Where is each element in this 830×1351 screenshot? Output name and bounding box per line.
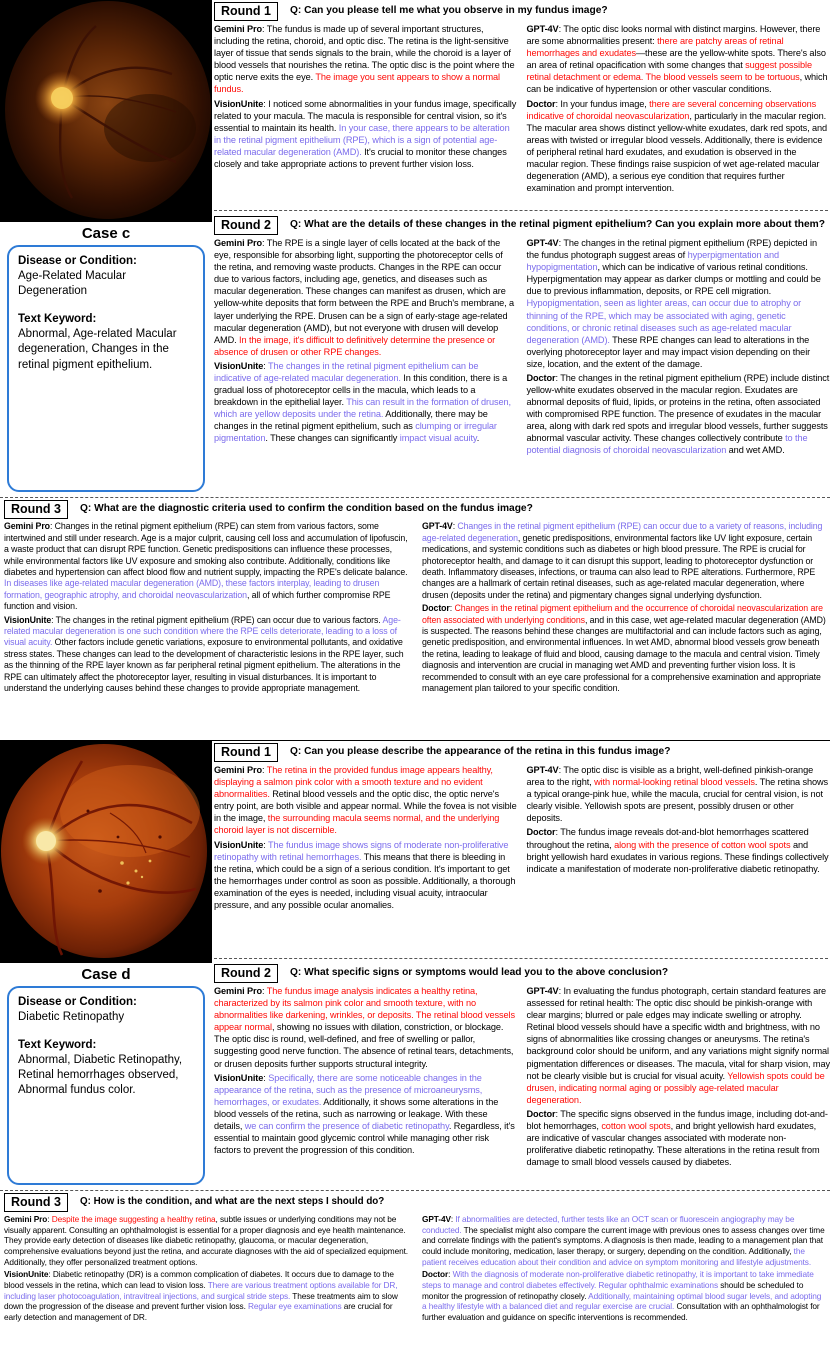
round-title: Round 2 (214, 964, 278, 983)
visionunite-message: VisionUnite: Diabetic retinopathy (DR) is a common complication of diabetes. It occurs due to damage to the blood vessels in the retina, which can lead to vision loss. There are various treatment options available for DR, including laser photocoagulation, intravitreal injections, and surgical stride steps. These treatments aim to slow down the progression of the disease and prevent further vision loss. Regular eye examinations are crucial for early detection and management of DR. (4, 1269, 398, 1322)
round-columns (214, 764, 830, 913)
text-segment: The fundus image analysis indicates a healthy retina, characterized by its salmon pink color and smooth texture, with no abnormalities like darkening, wrinkles, or deposits. The retinal blood vessels appear normal (214, 986, 515, 1033)
text-segment: Changes in the retinal pigment epithelium (RPE) can occur due to a variety of reasons, including age-related degeneration (422, 521, 823, 543)
text-segment: Regular eye examinations (248, 1301, 344, 1312)
text-segment: The optic disc is visible as a bright, well-defined pinkish-orange area to the right, (526, 765, 814, 788)
text-segment: there are patchy areas of retinal hemorrhages and exudates (526, 36, 784, 59)
visionunite-message: VisionUnite: The changes in the retinal pigment epithelium can be indicative of age-related macular degeneration. In this condition, there is a gradual loss of photoreceptor cells in the macula, which leads to a breakdown in the epithelial layer. This can result in the formation of drusen, which are yellow deposits under the retina. Additionally, there may be changes in the retinal pigment epithelium, such as clumping or irregular pigmentation. These changes can significantly impact visual acuity. (214, 360, 511, 443)
text-segment: Changes in the retinal pigment epithelium (RPE) can stem from various factors, some intertwined and still under research. Age is a major culprit, causing cell loss and accumulation of lipofuscin, a waste product that can disrupt RPE function. Genetic predispositions can influence these processes, while environmental factors like UV exposure and smoking also contribute. Additionally, conditions like diabetes and hypertension can affect blood flow and nutrient supply, impacting the RPE's delicate balance. (4, 521, 408, 577)
gpt-4v-message: GPT-4V: The optic disc looks normal with distinct margins. However, there are some abnormalities present: there are patchy areas of retinal hemorrhages and exudates—these are the yellow-white spots. There's also an area of retinal opacification with some changes that suggest possible retinal detachment or edema. The blood vessels seem to be tortuous, which can be indicative of hypertension or other vascular conditions. (526, 24, 828, 95)
round-question: Q: Can you please describe the appearance of the retina in this fundus image? (290, 746, 671, 757)
speaker-name: VisionUnite (4, 1269, 49, 1280)
column-right (422, 1214, 826, 1324)
speaker-name: GPT-4V (422, 1214, 451, 1225)
round-question: Q: What specific signs or symptoms would lead you to the above conclusion? (290, 967, 669, 978)
text-segment: There are various treatment options available for DR, including laser photocoagulation, intravitreal injections, and surgical stride steps. (4, 1279, 398, 1301)
gpt-4v-message: GPT-4V: The optic disc is visible as a bright, well-defined pinkish-orange area to the right, with normal-looking retinal blood vessels. The retina shows a typical orange-pink hue, while the macula, crucial for central vision, is not clearly visible. Yellowish spots are present, possibly drusen or other deposits. (526, 765, 829, 824)
disease-value: Diabetic Retinopathy (18, 1010, 125, 1023)
doctor-message: Doctor: Changes in the retinal pigment epithelium and the occurrence of choroidal neovascularization are often associated with underlying conditions, and in this case, wet age-related macular degeneration (AMD) is suspected. The reasons behind these changes are multifactorial and can include factors such as aging, genetic predisposition, and environmental influences. In wet AMD, abnormal blood vessels grow beneath the retina, leading to leakage of fluid and blood, causing damage to the macula and central vision. Timely diagnosis and intervention are crucial in managing wet AMD and preventing further vision loss. It is recommended to consult with an eye care professional for a comprehensive examination and appropriate management plan tailored to your specific condition. (422, 603, 826, 694)
case-left-column (0, 741, 212, 1190)
doctor-message: Doctor: In your fundus image, there are several concerning observations indicative of choroidal neovascularization, particularly in the macular region. The macular area shows distinct yellow-white exudates, dark red spots, and areas with twisted or irregular blood vessels. Additionally, there is evidence of peripheral retinal hard exudates, and exudation is observed in the macular region. These findings raise suspicion of wet age-related macular degeneration (AMD), a serious eye condition that requires further examination and prompt intervention. (526, 98, 828, 193)
round-question: Q: What are the details of these changes in the retinal pigment epithelium? Can you explain more about them? (290, 219, 825, 230)
text-segment: The fundus image reveals dot-and-blot hemorrhages scattered throughout the retina, (526, 827, 809, 850)
round-question: Q: What are the diagnostic criteria used to confirm the condition based on the fundus image? (80, 503, 533, 514)
text-segment: In your fundus image, (560, 98, 650, 109)
text-segment: to the potential diagnosis of choroidal neovascularization (526, 433, 808, 456)
fundus-image (0, 741, 212, 963)
disease-value: Age-Related Macular Degeneration (18, 269, 127, 298)
column-right (422, 521, 826, 696)
gemini-pro-message: Gemini Pro: The fundus is made up of several important structures, including the retina, choroid, and optic disc. The retina is the light-sensitive layer of tissue that sends signals to the brain, while the choroid is a layer of blood vessels that nourishes the retina. The optic disc is the point where the optic nerve exits the eye. The image you sent appears to show a normal fundus. (214, 24, 515, 95)
text-segment: Specifically, there are some noticeable changes in the appearance of the retina, such as the presence of microaneurysms, hemorrhages, or exudates. (214, 1072, 483, 1107)
text-segment: Changes in the retinal pigment epithelium and the occurrence of choroidal neovascularization are often associated with underlying conditions (422, 603, 823, 625)
text-segment: , showing no issues with dilation, constriction, or blockage. The optic disc is round, well-defined, and free of swelling or pallor, suggesting good nerve function. The absence of retinal tears, detachments, or drusen deposits further supports structural integrity. (214, 1022, 514, 1069)
gemini-pro-message: Gemini Pro: The retina in the provided fundus image appears healthy, displaying a salmon pink color with a smooth texture and no evident abnormalities. Retinal blood vessels and the optic disc, the optic nerve's entry point, are both visible and appear normal. While the fovea is not visible in the image, the surrounding macula seems normal, and the underlying choroid layer is not discernible. (214, 765, 517, 836)
text-segment: In evaluating the fundus photograph, certain standard features are assessed for retinal health: The optic disc should be pinkish-orange with clear margins; blurred or pale edges may indicate swelling or atrophy. Retinal blood vessels should have a specific width and brightness, with no signs of abnormalities like crossing changes or aneurysms. The retina's background color should be uniform, and any variations might signify normal pigmentation differences or diseases. The macula, vital for sharp vision, may not be clearly visible but is crucial for visual acuity. (526, 986, 830, 1081)
text-segment: The fundus is made up of several important structures, including the retina, choroid, and optic disc. The retina is the light-sensitive layer of tissue that sends signals to the brain, while the choroid is a layer of blood vessels that nourishes the retina. The optic disc is the point where the optic nerve exits the eye. (214, 24, 515, 83)
text-segment: Diabetic retinopathy (DR) is a common complication of diabetes. It occurs due to damage to the blood vessels in the retina, which can lead to vision loss. (4, 1269, 394, 1290)
text-segment: The RPE is a single layer of cells located at the back of the eye, responsible for absorbing light, supporting the photoreceptor cells of the retina, and removing waste products. Changes in the RPE can occur due to various factors, including age, genetics, and diseases such as macular degeneration. These changes can manifest as drusen, which are yellow-white deposits that form between the RPE and Bruch's membrane, a layer underlying the RPE. Drusen can be a sign of early-stage age-related macular degeneration (AMD), but not everyone with drusen will develop AMD. (214, 238, 515, 345)
text-segment: It's crucial to monitor these changes closely and take appropriate actions to prevent further vision loss. (214, 146, 507, 169)
text-segment: Age-related macular degeneration is one such condition where the RPE cells deteriorate, leading to a loss of visual acuity. (4, 614, 401, 648)
round-columns (214, 985, 830, 1170)
text-segment: The retina in the provided fundus image appears healthy, displaying a salmon pink color with a smooth texture and no evident abnormalities. (214, 765, 493, 800)
column-left (214, 237, 518, 458)
case-label: Case d (81, 966, 131, 983)
speaker-name: Gemini Pro (4, 521, 50, 532)
gemini-pro-message: Gemini Pro: The RPE is a single layer of cells located at the back of the eye, responsible for absorbing light, supporting the photoreceptor cells of the retina, and removing waste products. Changes in the RPE can occur due to various factors, including age, genetics, and diseases such as macular degeneration. These changes can manifest as drusen, which are yellow-white deposits that form between the RPE and Bruch's membrane, a layer underlying the RPE. Drusen can be a sign of early-stage age-related macular degeneration (AMD), but not everyone with drusen will develop AMD. In the image, it's difficult to definitively determine the presence or absence of drusen or other RPE changes. (214, 238, 515, 357)
speaker-name: Doctor (526, 372, 556, 383)
text-segment: The changes in the retinal pigment epithelium (RPE) can occur due to various factors. (55, 614, 383, 625)
text-segment: The image you sent appears to show a normal fundus. (214, 72, 500, 95)
dashed-separator (214, 958, 828, 959)
text-segment: . The retina shows a typical orange-pink hue, while the macula, crucial for central vision, is not clearly visible. Yellowish spots are present, possibly drusen or other deposits. (526, 777, 829, 824)
round-header (214, 2, 830, 21)
round-header (214, 743, 830, 762)
round-question: Q: Can you please tell me what you observe in my fundus image? (290, 5, 608, 16)
text-segment: the patient receives education about their condition and advice on symptom monitoring and lifestyle adjustments. (422, 1246, 812, 1267)
text-segment: , all of which further compromise RPE function and vision. (4, 589, 391, 612)
text-segment: In the image, it's difficult to definitively determine the presence or absence of drusen or other RPE changes. (214, 334, 496, 357)
text-segment: The specialist might also compare the current image with previous ones to assess changes over time and correlate findings with the patient's symptoms. A diagnosis is then made, leading to a management plan that could include monitoring, medication, laser therapy, or surgery, depending on the condition. Additionally, (422, 1224, 825, 1257)
round-header (214, 964, 830, 983)
speaker-name: VisionUnite (214, 839, 264, 850)
case-d-section (0, 741, 830, 1341)
gpt-4v-message: GPT-4V: If abnormalities are detected, further tests like an OCT scan or fluorescein angiography may be conducted. The specialist might also compare the current image with previous ones to assess changes over time and correlate findings with the patient's symptoms. A diagnosis is then made, leading to a management plan that could include monitoring, medication, laser therapy, or surgery, depending on the condition. Additionally, the patient receives education about their condition and advice on symptom monitoring and lifestyle adjustments. (422, 1214, 825, 1267)
text-segment: In diseases like age-related macular degeneration (AMD), these factors interplay, leading to drusen formation, geographic atrophy, and choroidal neovascularization (4, 578, 380, 600)
speaker-name: Gemini Pro (214, 986, 263, 997)
text-segment: I noticed some abnormalities in your fundus image, specifically related to your macula. The macula is responsible for central vision, so it's essential to maintain its health. (214, 98, 517, 133)
speaker-name: GPT-4V (526, 765, 559, 776)
text-segment: . (476, 433, 480, 443)
text-segment: with normal-looking retinal blood vessels (594, 777, 755, 788)
text-segment: hyperpigmentation and hypopigmentation (526, 250, 779, 273)
text-segment: impact visual acuity (399, 433, 477, 443)
disease-heading: Disease or Condition: (18, 996, 137, 1008)
speaker-name: Doctor (526, 1108, 556, 1119)
column-left (214, 764, 518, 913)
speaker-name: GPT-4V (526, 24, 559, 35)
speaker-name: VisionUnite (214, 360, 264, 371)
text-segment: we can confirm the presence of diabetic retinopathy (244, 1120, 449, 1131)
case-top-area (0, 0, 830, 497)
keyword-value: Abnormal, Diabetic Retinopathy, Retinal hemorrhages observed, Abnormal fundus color. (18, 1054, 183, 1097)
keyword-heading: Text Keyword: (18, 1039, 97, 1052)
gpt-4v-message: GPT-4V: Changes in the retinal pigment epithelium (RPE) can occur due to a variety of reasons, including age-related degeneration, genetic predispositions, environmental factors like UV light exposure, certain medications, and systemic conditions such as diabetes or high blood pressure. The RPE is crucial for photoreceptor health, and damage to it can disrupt this support, leading to photoreceptor dysfunction or death. Inflammatory diseases, infections, or trauma can also lead to RPE alterations. Furthermore, RPE changes are a hallmark of certain retinal diseases, such as age-related macular degeneration, where drusen (deposits under the retina) and pigmentary changes signal underlying dysfunction. (422, 521, 823, 600)
speaker-name: Gemini Pro (4, 1214, 48, 1225)
round-columns (214, 23, 830, 196)
round-2-block (214, 214, 830, 497)
keyword-heading: Text Keyword: (18, 313, 97, 326)
text-segment: If abnormalities are detected, further tests like an OCT scan or fluorescein angiography may be conducted. (422, 1214, 795, 1235)
text-segment: The changes in the retinal pigment epithelium can be indicative of age-related macular degeneration. (214, 360, 479, 383)
round-title: Round 1 (214, 2, 278, 21)
text-segment: Retinal blood vessels and the optic disc, the optic nerve's entry point, are both visible and appear normal. While the fovea is not visible in the image, (214, 789, 517, 824)
round-columns (4, 1214, 826, 1324)
round-2-block (214, 962, 830, 1190)
round-title: Round 3 (4, 1193, 68, 1212)
text-segment: In this condition, there is a gradual loss of photoreceptor cells in the macula, which leads to a breakdown in the epithelial layer. (214, 372, 508, 407)
fundus-photo-amd (0, 0, 212, 222)
text-segment: Additionally, maintaining optimal blood sugar levels, and adopting a healthy lifestyle with a balanced diet and regular exercise are crucial. (422, 1290, 822, 1312)
round-title: Round 1 (214, 743, 278, 762)
text-segment: , subtle issues or underlying conditions may not be visually apparent. Consulting an ophthalmologist is essential for a proper diagnosis and eye health maintenance. They provide early detection of diseases like diabetic retinopathy, glaucoma, or macular degeneration, comprehensive evaluations beyond just the retina, and accurate diagnoses with the aid of specialized equipment. Additionally, they offer personalized treatment options. (4, 1214, 409, 1267)
speaker-name: Doctor (422, 1269, 449, 1280)
round-columns (214, 237, 830, 458)
rounds-column (212, 741, 830, 1190)
round-question: Q: How is the condition, and what are the next steps I should do? (80, 1196, 385, 1207)
round-header (4, 500, 826, 519)
speaker-name: Gemini Pro (214, 765, 263, 776)
doctor-message: Doctor: With the diagnosis of moderate non-proliferative diabetic retinopathy, it is important to take immediate steps to manage and control diabetes effectively. Regular ophthalmic examinations should be scheduled to monitor the progression of retinopathy closely. Additionally, maintaining optimal blood sugar levels, and adopting a healthy lifestyle with a balanced diet and regular exercise are crucial. Consultation with an ophthalmologist for further evaluation and guidance on specific interventions is recommended. (422, 1269, 822, 1322)
text-segment: This means that there is bleeding in the retina, which could be a sign of a serious condition. It's important to get the hemorrhages under control as soon as possible. Additionally, a thorough examination of the eyes is needed, including visual acuity, intraocular pressure, and any possible ocular anomalies. (214, 851, 516, 910)
text-segment: , which can be indicative of various retinal conditions. Hyperpigmentation may appear as darker clumps or mottling and could be due to previous inflammation, deposits, or RPE cell migration. (526, 262, 821, 297)
dashed-separator (214, 210, 828, 211)
text-segment: , genetic predispositions, environmental factors like UV light exposure, certain medications, and systemic conditions such as diabetes or high blood pressure. The RPE is crucial for photoreceptor health, and damage to it can disrupt this support, leading to photoreceptor dysfunction or death. Inflammatory diseases, infections, or trauma can also lead to RPE alterations. Furthermore, RPE changes are a hallmark of certain retinal diseases, such as age-related macular degeneration, where drusen (deposits under the retina) and pigmentary changes signal underlying dysfunction. (422, 532, 816, 600)
text-segment: —these are the yellow-white spots. There's also an area of retinal opacification with some changes that (526, 48, 826, 71)
column-right (527, 764, 830, 913)
round-title: Round 3 (4, 500, 68, 519)
visionunite-message: VisionUnite: I noticed some abnormalities in your fundus image, specifically related to your macula. The macula is responsible for central vision, so it's essential to maintain its health. In your case, there appears to be alteration in the retinal pigment epithelium (RPE), which is a sign of potential age-related macular degeneration (AMD). It's crucial to monitor these changes closely and take appropriate actions to prevent further vision loss. (214, 98, 517, 169)
gpt-4v-message: GPT-4V: The changes in the retinal pigment epithelium (RPE) depicted in the fundus photograph suggest areas of hyperpigmentation and hypopigmentation, which can be indicative of various retinal conditions. Hyperpigmentation may appear as darker clumps or mottling and could be due to previous inflammation, deposits, or RPE cell migration. Hypopigmentation, seen as lighter areas, can occur due to atrophy or thinning of the RPE, which may be associated with aging, genetic conditions, or chronic retinal diseases such as age-related macular degeneration (AMD). These RPE changes can lead to alterations in the overlying photoreceptor layer and may impact vision depending on their size, location, and the extent of the damage. (526, 238, 821, 369)
text-segment: Yellowish spots could be drusen, indicating normal aging or possibly age-related macular degeneration. (526, 1070, 825, 1105)
speaker-name: Doctor (526, 98, 556, 109)
text-segment: The fundus image shows signs of moderate non-proliferative retinopathy with retinal hemorrhages. (214, 839, 509, 862)
doctor-message: Doctor: The changes in the retinal pigment epithelium (RPE) include distinct yellow-white exudates observed in the macular region. Exudates are abnormal deposits of fluid, lipids, or proteins in the retina, often associated with compromised RPE function. The presence of exudates in the macular area, along with dark red spots and irregular blood vessels, further suggests abnormal vascular activity. These changes collectively contribute to the potential diagnosis of choroidal neovascularization and wet AMD. (526, 372, 830, 456)
text-segment: along with the presence of cotton wool spots (614, 839, 791, 850)
column-right (527, 237, 830, 458)
column-left (4, 1214, 408, 1324)
case-label: Case c (81, 225, 131, 242)
doctor-message: Doctor: The fundus image reveals dot-and-blot hemorrhages scattered throughout the retina, along with the presence of cotton wool spots and bright yellowish hard exudates in various regions. These findings collectively indicate a manifestation of moderate non-proliferative diabetic retinopathy. (526, 827, 829, 874)
gemini-pro-message: Gemini Pro: The fundus image analysis indicates a healthy retina, characterized by its salmon pink color and smooth texture, with no abnormalities like darkening, wrinkles, or deposits. The retinal blood vessels appear normal, showing no issues with dilation, constriction, or blockage. The optic disc is round, well-defined, and free of swelling or pallor, suggesting good nerve function. The absence of retinal tears, detachments, or drusen deposits further supports structural integrity. (214, 986, 515, 1069)
doctor-message: Doctor: The specific signs observed in the fundus image, including dot-and-blot hemorrhages, cotton wool spots, and bright yellowish hard exudates, are indicative of vascular changes associated with moderate non-proliferative diabetic retinopathy. These alterations in the retina result from damage to small blood vessels caused by diabetes. (526, 1108, 828, 1167)
case-left-column (0, 0, 212, 497)
column-left (4, 521, 408, 696)
speaker-name: VisionUnite (4, 614, 52, 625)
rounds-column (212, 0, 830, 497)
text-segment: The changes in the retinal pigment epithelium (RPE) include distinct yellow-white exudates observed in the macular region. Exudates are abnormal deposits of fluid, lipids, or proteins in the retina, often associated with compromised RPE function. The presence of exudates in the macular area, along with dark red spots and irregular blood vessels, further suggests abnormal vascular activity. These changes collectively contribute (526, 372, 830, 443)
text-segment: , particularly in the macular region. The macular area shows distinct yellow-white exudates, dark red spots, and areas with twisted or irregular blood vessels. Additionally, there is evidence of peripheral retinal hard exudates, and exudation is observed in the macular region. These findings raise suspicion of wet age-related macular degeneration (AMD), a serious eye condition that requires further examination and prompt intervention. (526, 110, 828, 193)
round-3-block (0, 498, 830, 740)
text-segment: cotton wool spots (601, 1120, 671, 1131)
gpt-4v-message: GPT-4V: In evaluating the fundus photograph, certain standard features are assessed for retinal health: The optic disc should be pinkish-orange with clear margins; blurred or pale edges may indicate swelling or atrophy. Retinal blood vessels should have a specific width and brightness, with no signs of abnormalities like crossing changes or aneurysms. The retina's background color should be uniform, and any variations might signify normal pigmentation differences or diseases. The macula, vital for sharp vision, may not be clearly visible but is crucial for visual acuity. Yellowish spots could be drusen, indicating normal aging or possibly age-related macular degeneration. (526, 986, 830, 1105)
text-segment: Despite the image suggesting a healthy retina (51, 1214, 216, 1225)
speaker-name: Doctor (526, 827, 556, 838)
text-segment: This can result in the formation of drusen, which are yellow deposits under the retina. (214, 396, 511, 419)
gemini-pro-message: Gemini Pro: Despite the image suggesting a healthy retina, subtle issues or underlying conditions may not be visually apparent. Consulting an ophthalmologist is essential for a proper diagnosis and eye health maintenance. They provide early detection of diseases like diabetic retinopathy, glaucoma, or macular degeneration, comprehensive evaluations beyond just the retina, and accurate diagnoses with the aid of specialized equipment. Additionally, they offer personalized treatment options. (4, 1214, 409, 1267)
fundus-image (0, 0, 212, 222)
text-segment: Hypopigmentation, seen as lighter areas, can occur due to atrophy or thinning of the RPE, which may be associated with aging, genetic conditions, or chronic retinal diseases such as age-related macular degeneration (AMD). (526, 298, 802, 345)
text-segment: These treatments aim to slow down the progression of the disease and prevent further vision loss. (4, 1290, 398, 1312)
column-left (214, 985, 518, 1170)
text-segment: The specific signs observed in the fundus image, including dot-and-blot hemorrhages, (526, 1108, 828, 1131)
round-1-block (214, 0, 830, 207)
fundus-photo-dr (0, 741, 212, 963)
text-segment: Additionally, there may be changes in the retinal pigment epithelium, such as (214, 408, 488, 431)
case-info-box (7, 245, 205, 492)
text-segment: , and in this case, wet age-related macular degeneration (AMD) is suspected. The reasons behind these changes are multifactorial and can include factors such as aging, genetic predisposition, and environmental influences. In wet AMD, abnormal blood vessels grow beneath the retina, leading to leakage of fluid and blood, causing damage to the macula and central vision. Timely diagnosis and intervention are crucial in managing wet AMD and preventing further vision loss. It is recommended to consult with an eye care professional for a comprehensive examination and appropriate management plan tailored to your specific condition. (422, 614, 826, 694)
visionunite-message: VisionUnite: The fundus image shows signs of moderate non-proliferative retinopathy with retinal hemorrhages. This means that there is bleeding in the retina, which could be a sign of a serious condition. It's important to get the hemorrhages under control as soon as possible. Additionally, a thorough examination of the eyes is needed, including visual acuity, intraocular pressure, and any possible ocular anomalies. (214, 839, 516, 910)
round-3-block (0, 1191, 830, 1341)
text-segment: . Regardless, it's essential to maintain good glycemic control while managing other risk factors to prevent the progression of this condition. (214, 1120, 515, 1155)
text-segment: clumping or irregular pigmentation (214, 420, 497, 443)
column-left (214, 23, 518, 196)
speaker-name: GPT-4V (422, 521, 453, 532)
gemini-pro-message: Gemini Pro: Changes in the retinal pigment epithelium (RPE) can stem from various factors, some intertwined and still under research. Age is a major culprit, causing cell loss and accumulation of lipofuscin, a waste product that can disrupt RPE function. Genetic predispositions can influence these processes, while environmental factors like UV exposure and smoking also contribute. Additionally, conditions like diabetes and hypertension can affect blood flow and nutrient supply, impacting the RPE's delicate balance. In diseases like age-related macular degeneration (AMD), these factors interplay, leading to drusen formation, geographic atrophy, and choroidal neovascularization, all of which further compromise RPE function and vision. (4, 521, 408, 612)
round-title: Round 2 (214, 216, 278, 235)
speaker-name: VisionUnite (214, 1072, 264, 1083)
column-right (527, 985, 830, 1170)
visionunite-message: VisionUnite: The changes in the retinal pigment epithelium (RPE) can occur due to various factors. Age-related macular degeneration is one such condition where the RPE cells deteriorate, leading to a loss of visual acuity. Other factors include genetic variations, exposure to environmental pollutants, and oxidative stress states. These changes can lead to the development of characteristic lesions in the RPE layer, such as the thinning of the RPE layer known as far peripheral retinal pigment epithelium. The alterations in the RPE can ultimately affect the photoreceptor layer, resulting in visual disturbances. It is important to understand the underlying causes behind these changes to provide appropriate management. (4, 614, 404, 694)
case-info-box (7, 986, 205, 1185)
text-segment: are crucial for early detection and management of DR. (4, 1301, 393, 1322)
text-segment: The optic disc looks normal with distinct margins. However, there are some abnormalities present: (526, 24, 821, 47)
column-right (527, 23, 830, 196)
text-segment: and bright yellowish hard exudates in various regions. These findings collectively indicate a manifestation of moderate non-proliferative diabetic retinopathy. (526, 839, 829, 874)
speaker-name: GPT-4V (526, 986, 559, 997)
keyword-value: Abnormal, Age-related Macular degeneration, Changes in the retinal pigment epithelium. (18, 328, 177, 371)
visionunite-message: VisionUnite: Specifically, there are some noticeable changes in the appearance of the retina, such as the presence of microaneurysms, hemorrhages, or exudates. Additionally, it shows some alterations in the blood vessels of the retina, such as narrowing or leakage. With these details, we can confirm the presence of diabetic retinopathy. Regardless, it's essential to maintain good glycemic control while managing other risk factors to prevent the progression of this condition. (214, 1072, 515, 1155)
round-columns (4, 521, 826, 696)
text-segment: Consultation with an ophthalmologist for further evaluation and guidance on specific interventions is recommended. (422, 1301, 820, 1322)
round-header (4, 1193, 826, 1212)
text-segment: . These changes can significantly (265, 433, 400, 443)
text-segment: , which can be indicative of hypertension or other vascular conditions. (526, 72, 828, 95)
round-1-block (214, 741, 830, 955)
text-segment: In your case, there appears to be alteration in the retinal pigment epithelium (RPE), which is a sign of potential age-related macular degeneration (AMD). (214, 122, 510, 157)
text-segment: , and bright yellowish hard exudates, are indicative of vascular changes associated with moderate non-proliferative diabetic retinopathy. These alterations in the retina result from damage to small blood vessels caused by diabetes. (526, 1120, 820, 1167)
disease-heading: Disease or Condition: (18, 255, 137, 267)
text-segment: and wet AMD. (726, 445, 785, 456)
text-segment: These RPE changes can lead to alterations in the overlying photoreceptor layer and may impact vision depending on their size, location, and the extent of the damage. (526, 334, 811, 369)
text-segment: the surrounding macula seems normal, and the underlying choroid layer is not discernible. (214, 813, 500, 836)
text-segment: suggest possible retinal detachment or edema. The blood vessels seem to be tortuous (526, 60, 812, 83)
speaker-name: Doctor (422, 603, 450, 614)
text-segment: Additionally, it shows some alterations in the blood vessels of the retina, such as narrowing or leakage. With these details, (214, 1096, 499, 1131)
text-segment: Other factors include genetic variations, exposure to environmental pollutants, and oxidative stress states. These changes can lead to the development of characteristic lesions in the RPE layer, such as the thinning of the RPE layer known as far peripheral retinal pigment epithelium. The alterations in the RPE can ultimately affect the photoreceptor layer, resulting in visual disturbances. It is important to understand the underlying causes behind these changes to provide appropriate management. (4, 637, 404, 694)
text-segment: The changes in the retinal pigment epithelium (RPE) depicted in the fundus photograph suggest areas of (526, 238, 817, 261)
case-top-area (0, 741, 830, 1190)
speaker-name: Gemini Pro (214, 24, 263, 35)
speaker-name: VisionUnite (214, 98, 264, 109)
text-segment: With the diagnosis of moderate non-proliferative diabetic retinopathy, it is important to take immediate steps to manage and control diabetes effectively. Regular ophthalmic examinations (422, 1269, 814, 1290)
text-segment: there are several concerning observations indicative of choroidal neovascularization (526, 98, 817, 121)
text-segment: should be scheduled to monitor the progression of retinopathy closely. (422, 1279, 804, 1301)
round-header (214, 216, 830, 235)
speaker-name: Gemini Pro (214, 238, 263, 249)
speaker-name: GPT-4V (526, 238, 559, 249)
